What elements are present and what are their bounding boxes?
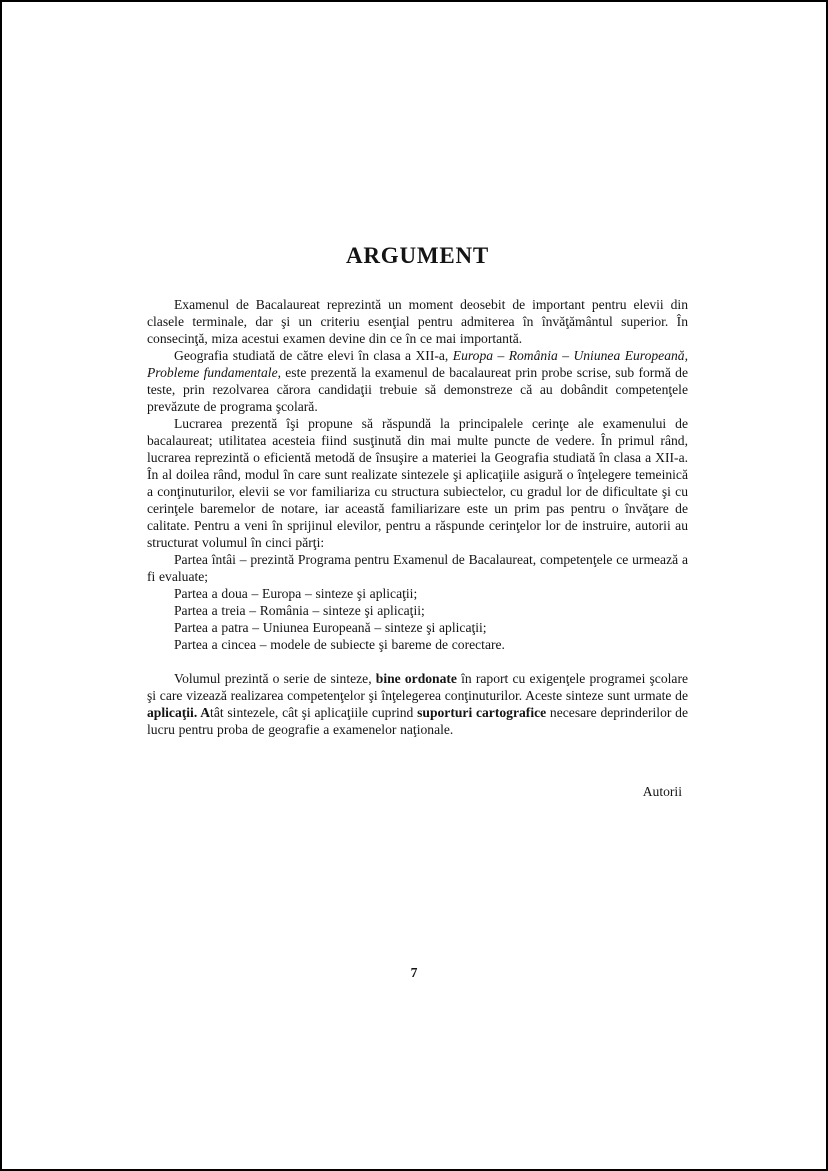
text-segment: Partea a cincea – modele de subiecte şi bareme de corectare. <box>174 637 505 652</box>
text-segment: Partea a patra – Uniunea Europeană – sinteze şi aplicaţii; <box>174 620 487 635</box>
paragraph <box>147 296 688 347</box>
paragraph <box>147 347 688 415</box>
text-block <box>147 243 688 800</box>
text-segment: Lucrarea prezentă îşi propune să răspundă la principalele cerinţe ale examenului de bacalaureat; utilitatea acesteia fiind susţinută din mai multe puncte de vedere. În primul rând, lucrarea reprezintă o eficientă metodă de însuşire a materiei la Geografia studiată în clasa a XII-a. În al doilea rând, modul în care sunt realizate sintezele şi aplicaţiile asigură o înţelegere temeinică a conţinuturilor, elevii se vor familiariza cu structura subiectelor, cu gradul lor de dificultate şi cu cerinţele baremelor de notare, iar această familiarizare este un prim pas pentru o învăţare de calitate. Pentru a veni în sprijinul elevilor, pentru a răspunde cerinţelor lor de instruire, autorii au structurat volumul în cinci părţi: <box>147 416 688 550</box>
text-segment: Volumul prezintă o serie de sinteze, <box>174 671 376 686</box>
page-title: ARGUMENT <box>345 243 490 268</box>
text-segment: , este prezentă la examenul de bacalaureat prin probe scrise, sub formă de teste, prin rezolvarea cărora candidaţii trebuie să demonstreze că au dobândit competenţele prevăzute de programa şcolară. <box>147 365 688 414</box>
author-signature: Autorii <box>642 784 682 799</box>
paragraph <box>147 636 688 653</box>
paragraph <box>147 551 688 585</box>
text-segment: Examenul de Bacalaureat reprezintă un moment deosebit de important pentru elevii din clasele terminale, dar şi un criteriu esenţial pentru admiterea în învăţământul superior. În consecinţă, miza acestui examen devine din ce în ce mai importantă. <box>147 297 688 346</box>
text-segment: Europa – România – Uniunea Europeană, Probleme fundamentale <box>147 348 688 380</box>
paragraph <box>147 585 688 602</box>
text-segment: Geografia studiată de către elevi în clasa a XII-a, <box>174 348 453 363</box>
paragraph <box>147 602 688 619</box>
paragraph <box>147 619 688 636</box>
paragraph <box>147 670 688 738</box>
text-segment: bine ordonate <box>375 671 457 686</box>
text-segment: în raport cu exigenţele programei şcolare şi care vizează realizarea competenţelor şi înţelegerea conţinuturilor. Aceste sinteze sunt urmate de <box>147 671 689 703</box>
text-segment: necesare deprinderilor de lucru pentru proba de geografie a examenelor naţionale. <box>147 705 688 737</box>
text-segment: tât sintezele, cât şi aplicaţiile cuprind <box>210 705 418 720</box>
text-segment: Partea întâi – prezintă Programa pentru Examenul de Bacalaureat, competenţele ce urmează a fi evaluate; <box>147 552 688 584</box>
text-segment: suporturi cartografice <box>417 705 547 720</box>
text-segment: aplicaţii. A <box>147 705 211 720</box>
document-body <box>147 296 688 738</box>
text-segment: Partea a treia – România – sinteze şi aplicaţii; <box>174 603 425 618</box>
text-segment: Partea a doua – Europa – sinteze şi aplicaţii; <box>174 586 418 601</box>
paragraph <box>147 415 688 551</box>
page-number: 7 <box>410 965 418 980</box>
